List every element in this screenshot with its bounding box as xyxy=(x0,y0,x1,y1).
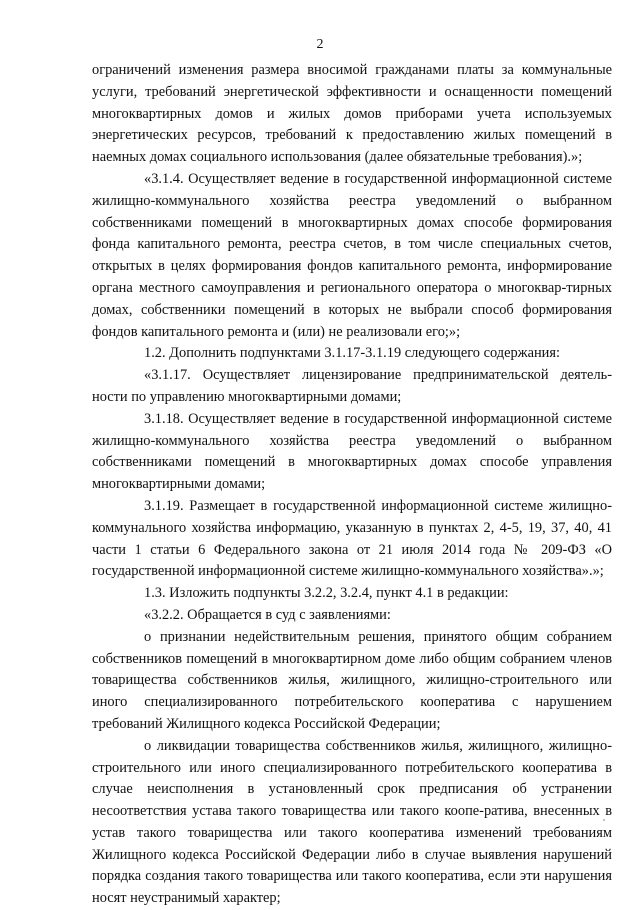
paragraph-3-1-4: «3.1.4. Осуществляет ведение в государственной информационной системе жилищно-коммунального хозяйства реестра уведомлений о выбранном собственниками помещений в многоквартирных домах способе формирования фонда капитального ремонта, реестра счетов, в том числе специальных счетов, открытых в целях формирования фондов капитального ремонта, информирование органа местного самоуправления и регионального оператора о многоквар-тирных домах, собственники помещений в которых не выбрали способ формирования фондов капитального ремонта и (или) не реализовали его;»; xyxy=(92,170,612,340)
paragraph-liquidation: о ликвидации товарищества собственников жилья, жилищного, жилищно-строительного или иного специализированного потребительского кооператива в случае неисполнения в установленный срок предписания об устранении несоответствия устава такого товарищества или такого коопе-ратива, внесенных в устав такого товарищества или такого кооператива изменений требованиям Жилищного кодекса Российской Федерации либо в случае выявления нарушений порядка создания такого товарищества или такого кооператива, если эти нарушения носят неустранимый характер; xyxy=(92,737,612,907)
page-number: 2 xyxy=(316,37,324,52)
paragraph-1-3: 1.3. Изложить подпункты 3.2.2, 3.2.4, пункт 4.1 в редакции: xyxy=(144,585,509,602)
paragraph-1-2: 1.2. Дополнить подпунктами 3.1.17-3.1.19 следующего содержания: xyxy=(144,345,560,362)
paragraph-3-1-18: 3.1.18. Осуществляет ведение в государственной информационной системе жилищно-коммунального хозяйства реестра уведомлений о выбранном собственниками помещений в многоквартирных домах способе управления многоквартирными домами; xyxy=(92,410,612,493)
paragraph-1-continuation: ограничений изменения размера вносимой гражданами платы за коммунальные услуги, требований энергетической эффективности и оснащенности помещений многоквартирных домов и жилых домов приборами учета используемых энергетических ресурсов, требований к предоставлению жилых помещений в наемных домах социального использования (далее обязательные требования).»; xyxy=(92,62,612,166)
document-body xyxy=(92,60,612,910)
paragraph-3-1-19: 3.1.19. Размещает в государственной информационной системе жилищно-коммунального хозяйства информацию, указанную в пунктах 2, 4-5, 19, 37, 40, 41 части 1 статьи 6 Федерального закона от 21 июля 2014 года № 209-ФЗ «О государственной информационной системе жилищно-коммунального хозяйства».»; xyxy=(92,497,612,580)
paragraph-3-1-17: «3.1.17. Осуществляет лицензирование предпринимательской деятель-ности по управлению многоквартирными домами; xyxy=(92,367,612,405)
paragraph-invalidation: о признании недействительным решения, принятого общим собранием собственников помещений в многоквартирном доме либо общим собранием членов товарищества собственников жилья, жилищного, жилищно-строительного или иного специализированного потребительского кооператива с нарушением требований Жилищного кодекса Российской Федерации; xyxy=(92,628,612,732)
scan-speck xyxy=(603,819,605,821)
paragraph-3-2-2: «3.2.2. Обращается в суд с заявлениями: xyxy=(144,606,391,623)
